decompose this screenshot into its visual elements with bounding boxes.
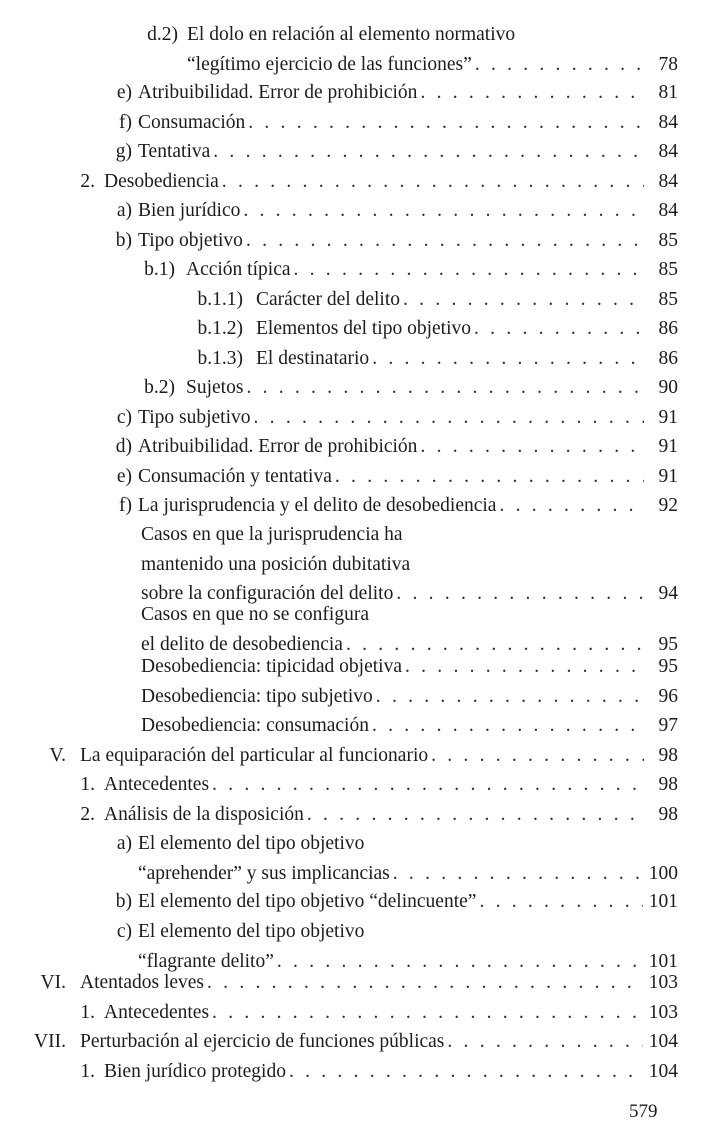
toc-entry-page: 78	[658, 53, 678, 75]
dot-leader	[405, 652, 644, 682]
dot-leader	[207, 968, 643, 998]
toc-entry-number: VI.	[40, 972, 66, 993]
dot-leader	[248, 108, 644, 138]
toc-entry-line	[80, 741, 678, 771]
toc-entry-consumacion-y-tentativa	[138, 462, 678, 492]
toc-entry-number: 1.	[80, 1002, 95, 1023]
toc-entry-line	[138, 196, 678, 226]
dot-leader	[475, 50, 644, 80]
dot-leader	[420, 78, 644, 108]
dot-leader	[479, 887, 642, 917]
toc-entry-title: Desobediencia	[104, 171, 219, 192]
toc-entry-atentados-leves	[80, 968, 678, 998]
toc-entry-title: Desobediencia: tipicidad objetiva	[141, 656, 402, 677]
toc-entry-line	[141, 600, 678, 630]
toc-entry-desobediencia	[104, 167, 678, 197]
toc-entry-number: b.1.2)	[197, 318, 243, 339]
toc-entry-page: 98	[658, 745, 678, 766]
toc-entry-title: Carácter del delito	[256, 289, 401, 310]
toc-entry-title: Bien jurídico	[138, 200, 241, 221]
toc-entry-title: Antecedentes	[104, 1002, 210, 1023]
toc-entry-title: mantenido una posición dubitativa	[141, 553, 411, 575]
toc-entry-la-jurisprudencia-y-el-delito-de-desobed	[138, 491, 678, 521]
toc-entry-number: 1.	[80, 1061, 95, 1082]
toc-entry-number: a)	[116, 200, 132, 221]
dot-leader	[246, 226, 644, 256]
toc-entry-page: 85	[658, 230, 678, 251]
dot-leader	[212, 998, 643, 1028]
toc-entry-page: 84	[658, 141, 678, 162]
toc-entry-line	[104, 1057, 678, 1087]
dot-leader	[372, 344, 644, 374]
dot-leader	[431, 741, 644, 771]
toc-entry-page: 101	[648, 950, 678, 972]
toc-entry-title: “aprehender” y sus implicancias	[138, 862, 390, 884]
toc-entry-caracter-del-delito	[256, 285, 678, 315]
toc-entry-title: Desobediencia: tipo subjetivo	[141, 686, 373, 707]
toc-entry-title: Tipo subjetivo	[138, 407, 251, 428]
toc-entry-line	[138, 137, 678, 167]
toc-entry-title: sobre la configuración del delito	[141, 583, 394, 605]
toc-entry-line	[256, 314, 678, 344]
toc-entry-number: 1.	[80, 774, 95, 795]
toc-entry-number: f)	[119, 495, 132, 516]
toc-entry-tipo-subjetivo	[138, 403, 678, 433]
toc-entry-bien-juridico	[138, 196, 678, 226]
toc-entry-line	[141, 550, 678, 580]
toc-entry-title: Consumación	[138, 112, 246, 133]
toc-entry-line	[141, 652, 678, 682]
toc-entry-title: Tentativa	[138, 141, 211, 162]
dot-leader	[393, 859, 643, 889]
toc-entry-desobediencia-consumacion	[141, 711, 678, 741]
toc-entry-page: 94	[658, 583, 678, 605]
toc-entry-page: 91	[658, 436, 678, 457]
toc-entry-title: Elementos del tipo objetivo	[256, 318, 472, 339]
dot-leader	[246, 373, 644, 403]
toc-entry-title: el delito de desobediencia	[141, 633, 343, 655]
toc-entry-line	[80, 1027, 678, 1057]
dot-leader	[420, 432, 644, 462]
toc-entry-title: Análisis de la disposición	[104, 804, 304, 825]
toc-entry-tipo-objetivo	[138, 226, 678, 256]
toc-entry-title: “flagrante delito”	[138, 950, 274, 972]
toc-entry-title: El destinatario	[256, 348, 370, 369]
toc-entry-accion-tipica	[186, 255, 678, 285]
toc-entry-page: 98	[658, 774, 678, 795]
toc-entry-desobediencia-tipicidad-objetiva	[141, 652, 678, 682]
toc-entry-line	[141, 711, 678, 741]
dot-leader	[403, 285, 644, 315]
toc-entry-page: 95	[658, 633, 678, 655]
toc-entry-title: Bien jurídico protegido	[104, 1061, 286, 1082]
toc-entry-perturbacion-al-ejercicio-de-funciones-p	[80, 1027, 678, 1057]
toc-entry-line	[138, 829, 678, 859]
toc-entry-line	[80, 968, 678, 998]
dot-leader	[243, 196, 644, 226]
toc-entry-title: “legítimo ejercicio de las funciones”	[187, 53, 472, 75]
dot-leader	[289, 1057, 643, 1087]
dot-leader	[212, 770, 644, 800]
toc-entry-number: d)	[115, 436, 132, 457]
toc-entry-number: b.1.1)	[197, 289, 243, 310]
toc-entry-page: 91	[658, 466, 678, 487]
toc-entry-elementos-del-tipo-objetivo	[256, 314, 678, 344]
toc-entry-title: El elemento del tipo objetivo	[138, 833, 365, 854]
toc-entry-title: La jurisprudencia y el delito de desobediencia	[138, 495, 497, 516]
toc-entry-title: El dolo en relación al elemento normativo	[187, 24, 516, 45]
toc-entry-page: 103	[648, 972, 678, 993]
toc-entry-page: 84	[658, 171, 678, 192]
toc-entry-page: 91	[658, 407, 678, 428]
toc-entry-title: La equiparación del particular al funcionario	[80, 745, 429, 766]
toc-entry-number: b)	[115, 891, 132, 912]
dot-leader	[307, 800, 644, 830]
toc-entry-line	[104, 800, 678, 830]
dot-leader	[447, 1027, 642, 1057]
toc-entry-el-elemento-del-tipo-objetivo-delincuent	[138, 887, 678, 917]
toc-entry-number: b.1)	[144, 259, 175, 280]
toc-entry-line	[104, 770, 678, 800]
toc-entry-line	[104, 167, 678, 197]
toc-entry-line	[138, 403, 678, 433]
toc-entry-page: 104	[648, 1031, 678, 1052]
toc-entry-page: 104	[648, 1061, 678, 1082]
toc-entry-page: 98	[658, 804, 678, 825]
dot-leader	[376, 682, 644, 712]
toc-entry-line	[186, 255, 678, 285]
toc-entry-line	[186, 373, 678, 403]
toc-entry-line	[256, 285, 678, 315]
toc-entry-line	[187, 20, 678, 50]
toc-entry-page: 96	[658, 686, 678, 707]
toc-entry-title: Atribuibilidad. Error de prohibición	[138, 82, 418, 103]
toc-entry-line	[138, 491, 678, 521]
toc-entry-number: e)	[116, 466, 132, 487]
toc-entry-page: 85	[658, 289, 678, 310]
toc-entry-atribuibilidad-error-de-prohibicion	[138, 78, 678, 108]
toc-entry-casos-en-que-no-se-configura-el-delito-d	[141, 600, 678, 659]
toc-entry-line	[256, 344, 678, 374]
toc-entry-el-elemento-del-tipo-objetivo-aprehender	[138, 829, 678, 888]
toc-entry-antecedentes	[104, 998, 678, 1028]
toc-entry-line	[138, 432, 678, 462]
toc-entry-line	[141, 520, 678, 550]
toc-entry-number: 2.	[80, 804, 95, 825]
toc-entry-title: Casos en que no se configura	[141, 604, 369, 625]
toc-entry-line	[104, 998, 678, 1028]
toc-entry-line	[187, 50, 678, 80]
toc-entry-number: g)	[115, 141, 132, 162]
toc-entry-number: V.	[49, 745, 66, 766]
toc-entry-page: 86	[658, 348, 678, 369]
toc-entry-line	[138, 887, 678, 917]
toc-entry-page: 103	[648, 1002, 678, 1023]
toc-entry-number: f)	[119, 112, 132, 133]
toc-entry-page: 85	[658, 259, 678, 280]
toc-entry-page: 101	[648, 891, 678, 912]
toc-entry-sujetos	[186, 373, 678, 403]
toc-entry-antecedentes	[104, 770, 678, 800]
toc-entry-casos-en-que-la-jurisprudencia-ha-manten	[141, 520, 678, 609]
toc-entry-title: Atribuibilidad. Error de prohibición	[138, 436, 418, 457]
page-number: 579	[629, 1101, 658, 1122]
toc-entry-number: b.2)	[144, 377, 175, 398]
toc-entry-desobediencia-tipo-subjetivo	[141, 682, 678, 712]
toc-entry-line	[138, 108, 678, 138]
dot-leader	[254, 403, 644, 433]
toc-entry-page: 100	[648, 862, 678, 884]
toc-entry-number: 2.	[80, 171, 95, 192]
toc-entry-number: e)	[116, 82, 132, 103]
toc-entry-tentativa	[138, 137, 678, 167]
toc-entry-number: c)	[116, 407, 132, 428]
toc-entry-page: 84	[658, 200, 678, 221]
toc-entry-title: Tipo objetivo	[138, 230, 243, 251]
toc-entry-page: 95	[658, 656, 678, 677]
toc-entry-title: Perturbación al ejercicio de funciones públicas	[80, 1031, 445, 1052]
toc-entry-line	[138, 859, 678, 889]
toc-entry-number: d.2)	[147, 24, 178, 45]
toc-entry-number: b.1.3)	[197, 348, 243, 369]
toc-entry-number: a)	[116, 833, 132, 854]
toc-entry-line	[138, 917, 678, 947]
toc-entry-title: Atentados leves	[80, 972, 205, 993]
toc-entry-line	[141, 682, 678, 712]
toc-entry-el-dolo-en-relacion-al-elemento-normativ	[187, 20, 678, 79]
toc-entry-number: b)	[115, 230, 132, 251]
dot-leader	[222, 167, 644, 197]
toc-entry-page: 81	[658, 82, 678, 103]
toc-entry-page: 97	[658, 715, 678, 736]
dot-leader	[499, 491, 644, 521]
toc-entry-title: Casos en que la jurisprudencia ha	[141, 524, 403, 545]
toc-entry-title: Sujetos	[186, 377, 244, 398]
toc-entry-la-equiparacion-del-particular-al-funcio	[80, 741, 678, 771]
toc-entry-page: 84	[658, 112, 678, 133]
toc-entry-line	[138, 462, 678, 492]
toc-entry-title: El elemento del tipo objetivo “delincuente”	[138, 891, 477, 912]
dot-leader	[335, 462, 644, 492]
toc-entry-bien-juridico-protegido	[104, 1057, 678, 1087]
toc-entry-page: 92	[658, 495, 678, 516]
dot-leader	[372, 711, 644, 741]
toc-entry-analisis-de-la-disposicion	[104, 800, 678, 830]
toc-entry-title: Consumación y tentativa	[138, 466, 332, 487]
toc-entry-atribuibilidad-error-de-prohibicion	[138, 432, 678, 462]
toc-entry-title: Desobediencia: consumación	[141, 715, 369, 736]
dot-leader	[474, 314, 644, 344]
toc-entry-line	[138, 78, 678, 108]
toc-entry-title: El elemento del tipo objetivo	[138, 921, 365, 942]
toc-entry-page: 86	[658, 318, 678, 339]
toc-entry-page: 90	[658, 377, 678, 398]
toc-entry-consumacion	[138, 108, 678, 138]
toc-entry-line	[138, 226, 678, 256]
dot-leader	[294, 255, 645, 285]
toc-entry-el-destinatario	[256, 344, 678, 374]
dot-leader	[213, 137, 644, 167]
toc-entry-title: Acción típica	[186, 259, 291, 280]
toc-entry-number: c)	[116, 921, 132, 942]
toc-entry-title: Antecedentes	[104, 774, 210, 795]
toc-entry-number: VII.	[34, 1031, 66, 1052]
